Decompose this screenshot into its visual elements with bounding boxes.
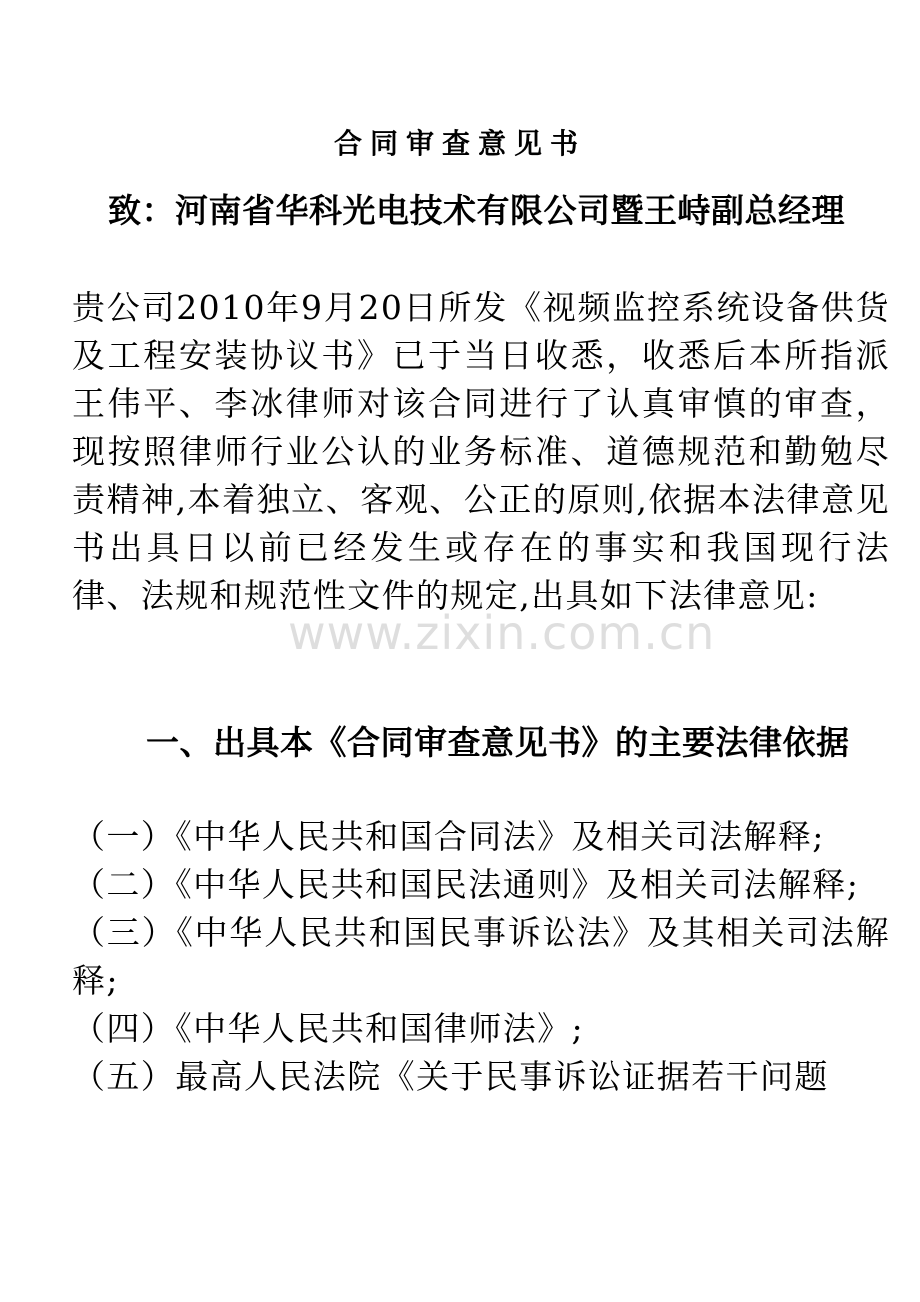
- watermark-text: www.zixin.com.cn: [288, 606, 716, 660]
- addressee-line: 致：河南省华科光电技术有限公司暨王峙副总经理: [108, 191, 845, 230]
- legal-basis-item: （二）《中华人民共和国民法通则》及相关司法解释;: [72, 865, 860, 904]
- legal-basis-item: （五）最高人民法院《关于民事诉讼证据若干问题: [72, 1057, 829, 1096]
- legal-basis-item: （三）《中华人民共和国民事诉讼法》及其相关司法解释;: [72, 913, 890, 1000]
- legal-basis-item: （一）《中华人民共和国合同法》及相关司法解释;: [72, 817, 825, 856]
- legal-basis-item: （四）《中华人民共和国律师法》;: [72, 1009, 585, 1048]
- section-heading-legal-basis: 一、出具本《合同审查意见书》的主要法律依据: [146, 723, 850, 762]
- intro-paragraph: 贵公司2010年9月20日所发《视频监控系统设备供货及工程安装协议书》已于当日收悉，收悉后本所指派王伟平、李冰律师对该合同进行了认真审慎的审查，现按照律师行业公认的业务标准、道德规范和勤勉尽责精神,本着独立、客观、公正的原则,依据本法律意见书出具日以前已经发生或存在的事实和我国现行法律、法规和规范性文件的规定,出具如下法律意见:: [72, 288, 890, 615]
- document-title: 合同审查意见书: [333, 127, 586, 160]
- legal-basis-list: [72, 813, 890, 1101]
